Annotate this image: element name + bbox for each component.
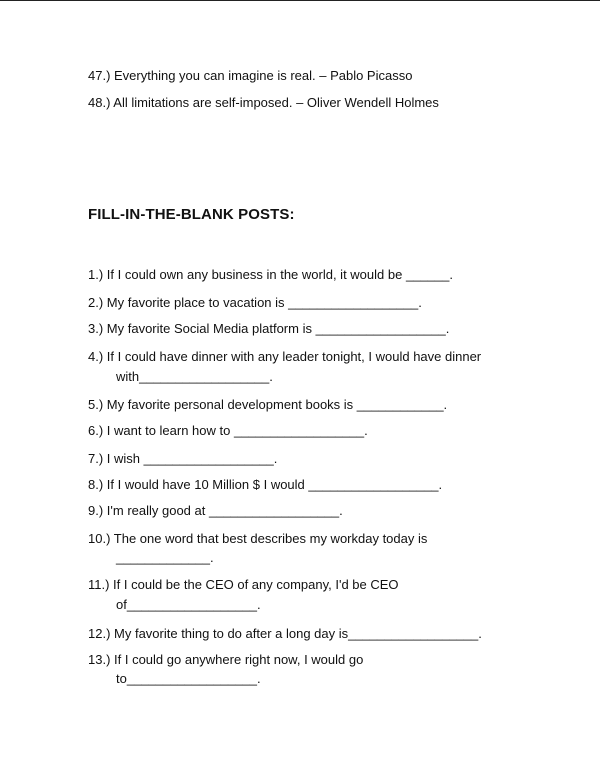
prompt-9: 9.) I'm really good at __________________.: [88, 503, 343, 518]
prompt-5: 5.) My favorite personal development books is ____________.: [88, 397, 448, 412]
prompt-6: 6.) I want to learn how to __________________.: [88, 423, 368, 438]
section-heading: FILL-IN-THE-BLANK POSTS:: [88, 206, 295, 223]
prompt-10: 10.) The one word that best describes my workday today is: [88, 531, 428, 546]
quote-47: 47.) Everything you can imagine is real. – Pablo Picasso: [88, 68, 413, 83]
quote-48: 48.) All limitations are self-imposed. – Oliver Wendell Holmes: [88, 95, 439, 110]
prompt-1: 1.) If I could own any business in the world, it would be ______.: [88, 267, 453, 282]
top-border: [0, 0, 600, 1]
prompt-3: 3.) My favorite Social Media platform is __________________.: [88, 321, 450, 336]
prompt-12: 12.) My favorite thing to do after a long day is__________________.: [88, 626, 482, 641]
prompt-10-continued: _____________.: [116, 550, 214, 565]
prompt-4: 4.) If I could have dinner with any leader tonight, I would have dinner: [88, 349, 482, 364]
prompt-11: 11.) If I could be the CEO of any company, I'd be CEO: [88, 577, 399, 592]
prompt-4-continued: with__________________.: [116, 369, 273, 384]
prompt-11-continued: of__________________.: [116, 597, 261, 612]
prompt-7: 7.) I wish __________________.: [88, 451, 278, 466]
prompt-13: 13.) If I could go anywhere right now, I would go: [88, 652, 364, 667]
prompt-2: 2.) My favorite place to vacation is __________________.: [88, 295, 422, 310]
prompt-13-continued: to__________________.: [116, 671, 261, 686]
prompt-8: 8.) If I would have 10 Million $ I would __________________.: [88, 477, 443, 492]
